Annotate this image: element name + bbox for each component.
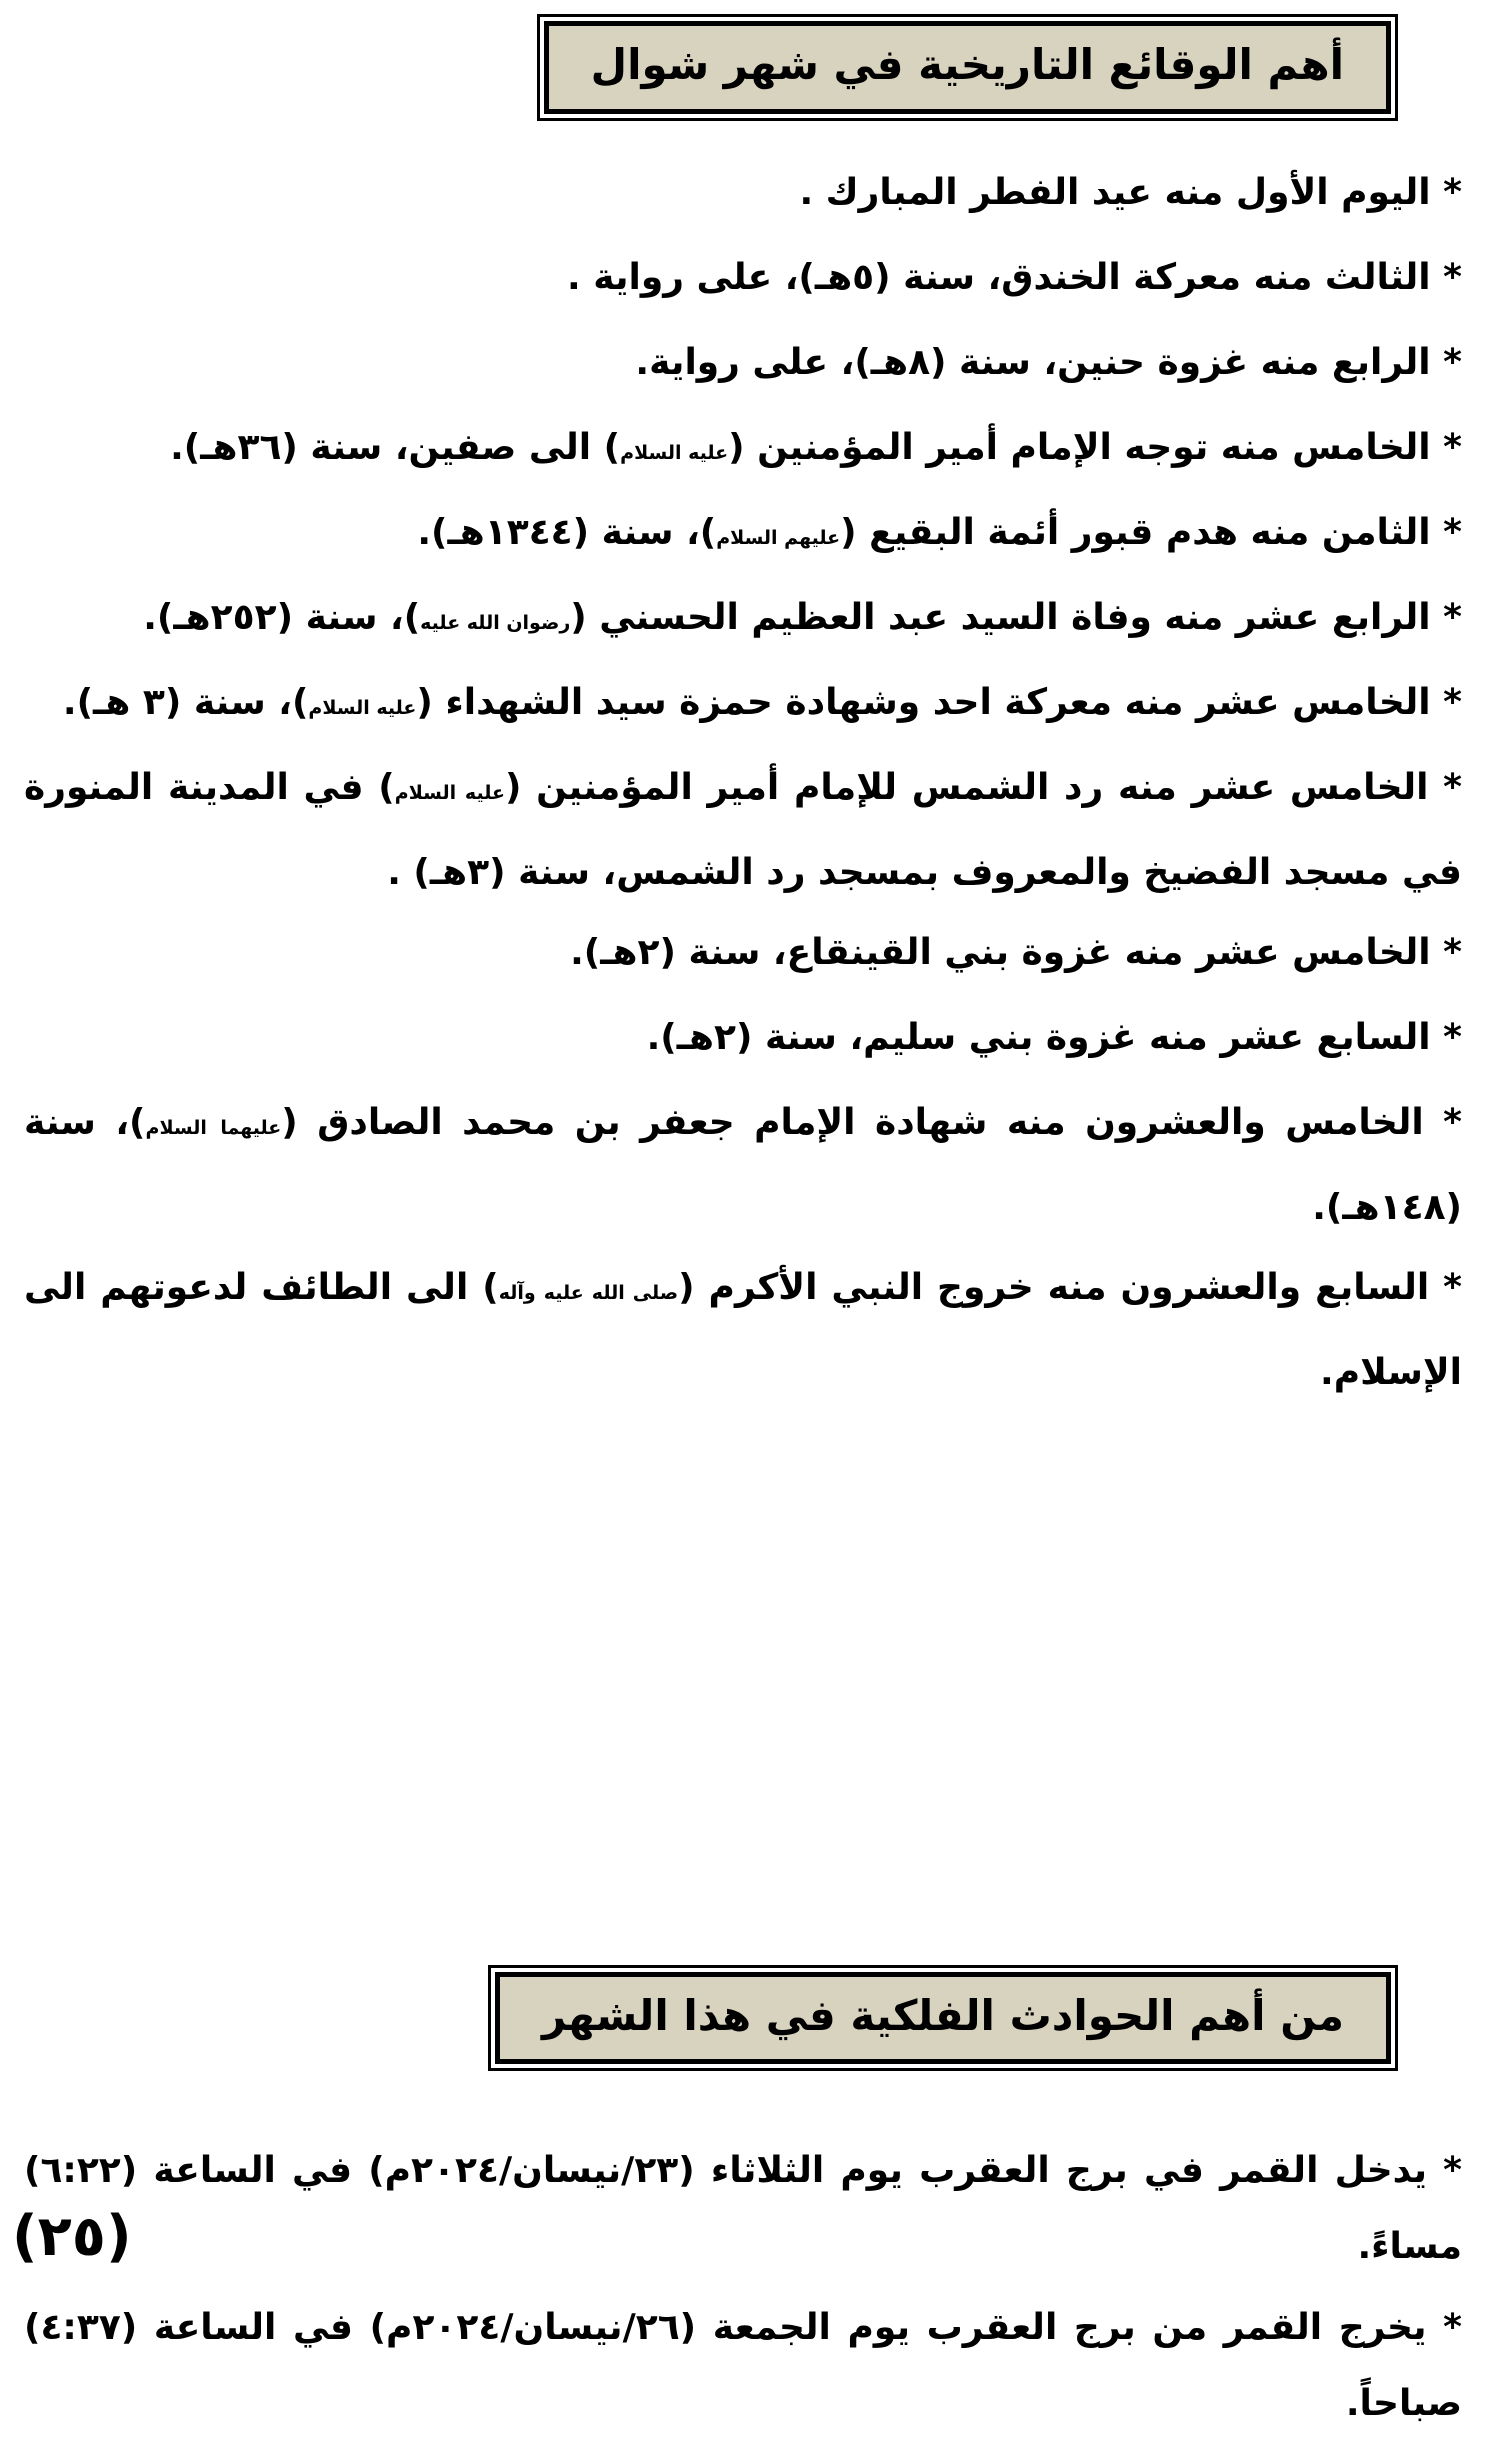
event-item xyxy=(24,663,1462,748)
event-text-post: )، سنة (٢٥٢هـ). xyxy=(143,596,421,638)
event-text-pre: * السابع والعشرون منه خروج النبي الأكرم ( xyxy=(678,1266,1463,1308)
event-item xyxy=(24,578,1462,663)
event-text-pre: * يدخل القمر في برج العقرب يوم الثلاثاء (٢٣/نيسان/٢٠٢٤م) في الساعة (٦:٢٢) مساءً. xyxy=(24,2150,1462,2268)
event-text-pre: * الخامس عشر منه معركة احد وشهادة حمزة سيد الشهداء ( xyxy=(416,681,1462,723)
event-item xyxy=(24,238,1462,323)
event-item xyxy=(24,998,1462,1083)
event-text-pre: * الخامس عشر منه رد الشمس للإمام أمير المؤمنين ( xyxy=(504,766,1463,808)
honorific: عليه السلام xyxy=(308,696,417,719)
honorific: صلى الله عليه وآله xyxy=(498,1281,679,1304)
event-text-pre: * الثامن منه هدم قبور أئمة البقيع ( xyxy=(840,511,1462,553)
astronomical-title: من أهم الحوادث الفلكية في هذا الشهر xyxy=(495,1972,1391,2065)
event-item xyxy=(24,748,1462,913)
astronomical-title-box xyxy=(488,1965,1398,2072)
historical-title-wrap xyxy=(0,0,1488,121)
honorific: عليهم السلام xyxy=(716,526,841,549)
event-text-post: ) الى الطائف لدعوتهم الى الإسلام. xyxy=(24,1266,1462,1393)
event-item xyxy=(24,1083,1462,1248)
event-item xyxy=(24,408,1462,493)
event-text-pre: * الرابع عشر منه وفاة السيد عبد العظيم الحسني ( xyxy=(570,596,1462,638)
honorific: رضوان الله عليه xyxy=(420,611,571,634)
honorific: عليهما السلام xyxy=(145,1116,282,1139)
event-text-post: )، سنة (١٤٨هـ). xyxy=(24,1101,1462,1228)
astronomical-events-list xyxy=(0,2133,1488,2447)
event-text-pre: * الخامس منه توجه الإمام أمير المؤمنين ( xyxy=(728,426,1462,468)
astro-event-item xyxy=(24,2133,1462,2290)
honorific: عليه السلام xyxy=(620,441,729,464)
event-item xyxy=(24,493,1462,578)
event-text-post: ) الى صفين، سنة (٣٦هـ). xyxy=(170,426,621,468)
event-text-pre: * السابع عشر منه غزوة بني سليم، سنة (٢هـ). xyxy=(646,1016,1462,1058)
event-item xyxy=(24,323,1462,408)
event-item xyxy=(24,913,1462,998)
honorific: عليه السلام xyxy=(394,781,505,804)
historical-title: أهم الوقائع التاريخية في شهر شوال xyxy=(544,21,1391,114)
page-number: (٢٥) xyxy=(12,2204,132,2269)
historical-events-list xyxy=(0,153,1488,1413)
astro-event-item xyxy=(24,2290,1462,2447)
event-text-pre: * الخامس والعشرون منه شهادة الإمام جعفر بن محمد الصادق ( xyxy=(281,1101,1462,1143)
event-item xyxy=(24,153,1462,238)
event-text-pre: * يخرج القمر من برج العقرب يوم الجمعة (٢٦/نيسان/٢٠٢٤م) في الساعة (٤:٣٧) صباحاً. xyxy=(24,2307,1462,2425)
astronomical-title-wrap xyxy=(0,1965,1488,2072)
historical-title-box xyxy=(537,14,1398,121)
event-text-pre: * الثالث منه معركة الخندق، سنة (٥هـ)، على رواية . xyxy=(566,256,1462,298)
event-text-pre: * الرابع منه غزوة حنين، سنة (٨هـ)، على رواية. xyxy=(635,341,1462,383)
event-text-pre: * اليوم الأول منه عيد الفطر المبارك . xyxy=(799,171,1462,213)
event-text-post: ) في المدينة المنورة في مسجد الفضيخ والمعروف بمسجد رد الشمس، سنة (٣هـ) . xyxy=(24,766,1462,893)
event-text-post: )، سنة (١٣٤٤هـ). xyxy=(417,511,717,553)
event-item xyxy=(24,1248,1462,1413)
event-text-post: )، سنة (٣ هـ). xyxy=(62,681,309,723)
event-text-pre: * الخامس عشر منه غزوة بني القينقاع، سنة (٢هـ). xyxy=(570,931,1462,973)
